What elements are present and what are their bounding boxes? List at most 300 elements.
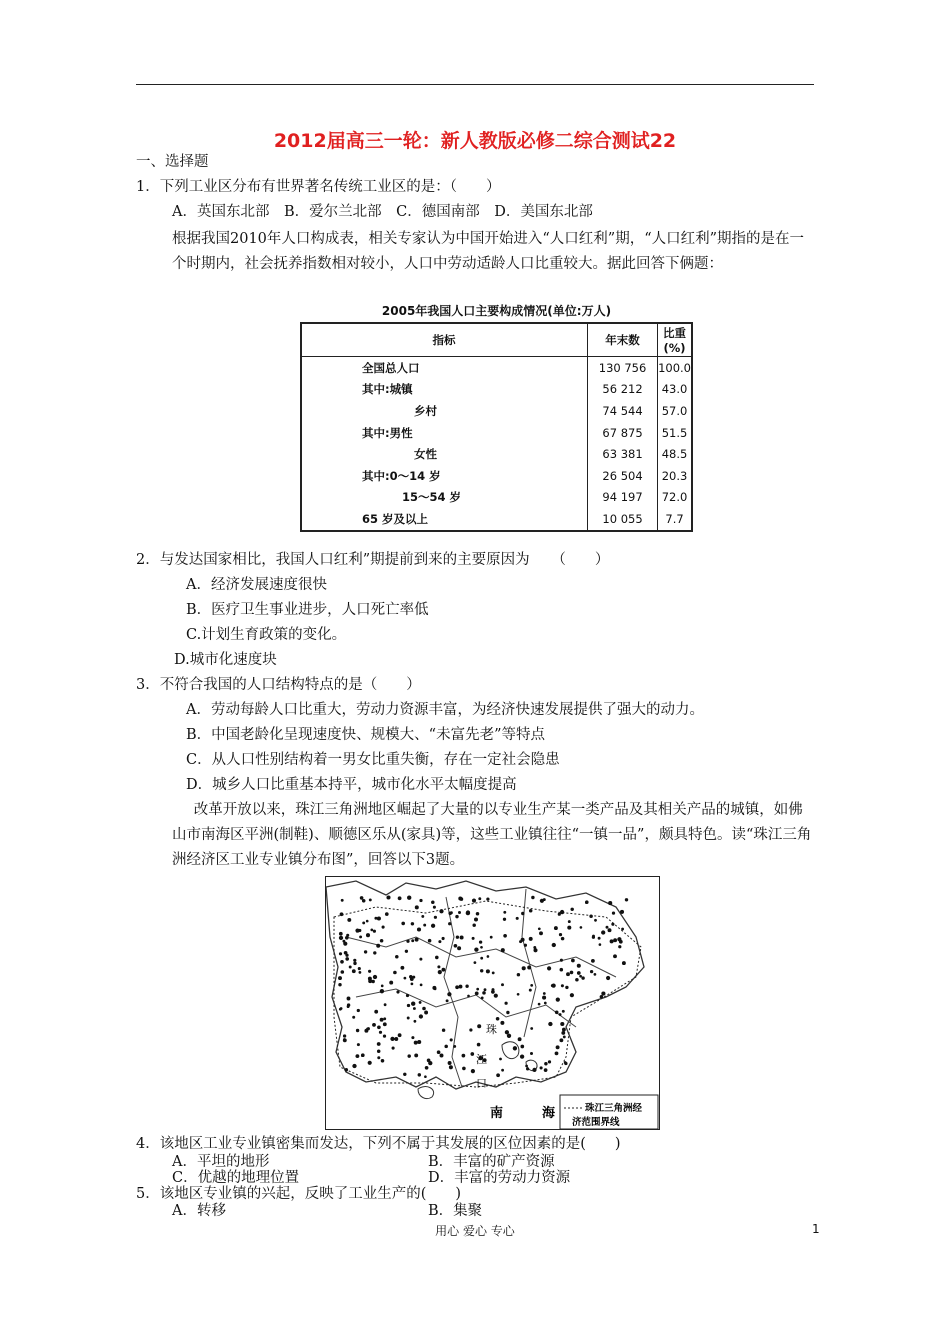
town-dot <box>612 911 615 914</box>
town-dot <box>562 1010 565 1013</box>
town-dot <box>403 1073 406 1076</box>
town-dot <box>501 1069 504 1072</box>
town-dot <box>400 966 404 970</box>
town-dot <box>340 912 344 916</box>
town-dot <box>577 971 581 975</box>
town-dot <box>482 991 486 995</box>
town-dot <box>532 1068 536 1072</box>
town-dot <box>530 984 533 987</box>
town-dot <box>571 959 575 963</box>
town-dot <box>486 969 490 973</box>
town-dot <box>590 970 593 973</box>
town-dot <box>479 940 482 943</box>
table-cell: 130 756 <box>588 357 658 379</box>
town-dot <box>533 948 537 952</box>
town-dot <box>562 1028 566 1032</box>
town-dot <box>424 1011 428 1015</box>
intro-paragraph-1: 根据我国2010年人口构成表，相关专家认为中国开始进入“人口红利”期，“人口红利”期指的是在一个时期内，社会抚养指数相对较小，人口中劳动适龄人口比重较大。据此回答下俩题： <box>172 231 805 272</box>
town-dot <box>380 939 384 943</box>
page-number: 1 <box>812 1222 820 1236</box>
town-dot <box>437 965 440 968</box>
town-dot <box>480 946 483 949</box>
town-dot <box>385 912 389 916</box>
table-row <box>301 487 692 509</box>
town-dot <box>481 997 484 1000</box>
town-dot <box>411 983 414 986</box>
town-dot <box>355 929 359 933</box>
town-dot <box>374 1010 378 1014</box>
town-dot <box>538 1003 541 1006</box>
question-3-option-a: A．劳动每龄人口比重大，劳动力资源丰富，为经济快速发展提供了强大的动力。 <box>186 702 704 718</box>
table-cell: 10 055 <box>588 508 658 531</box>
table-cell: 7.7 <box>665 511 684 526</box>
town-dot <box>407 896 411 900</box>
town-dot <box>611 923 614 926</box>
town-dot <box>369 898 372 901</box>
town-dot <box>568 920 571 923</box>
town-dot <box>433 906 436 909</box>
town-dot <box>449 1065 453 1069</box>
town-dot <box>415 905 419 909</box>
town-dot <box>503 911 506 914</box>
town-dot <box>368 970 371 973</box>
town-dot <box>352 969 356 973</box>
island <box>502 1042 519 1059</box>
town-dot <box>608 901 612 905</box>
town-dot <box>555 1011 559 1015</box>
town-dot <box>492 988 495 991</box>
town-dot <box>440 1054 444 1058</box>
town-dot <box>560 968 564 972</box>
town-dot <box>450 1038 453 1041</box>
town-dot <box>530 1052 533 1055</box>
town-dot <box>390 1037 394 1041</box>
town-dot <box>395 955 399 959</box>
town-dot <box>621 928 624 931</box>
town-dot <box>599 943 602 946</box>
town-dot <box>462 1054 466 1058</box>
admin-boundary <box>356 989 576 1027</box>
town-dot <box>428 1061 432 1065</box>
town-dot <box>610 939 614 943</box>
town-dot <box>570 971 574 975</box>
town-dot <box>398 896 402 900</box>
town-dot <box>338 976 342 980</box>
town-dot <box>377 1049 381 1053</box>
town-dot <box>460 897 464 901</box>
town-dot <box>368 979 372 983</box>
town-dot <box>471 1069 475 1073</box>
question-4-option-d: D．丰富的劳动力资源 <box>428 1170 571 1186</box>
town-dot <box>618 945 621 948</box>
town-dot <box>492 971 495 974</box>
river-label-3: 口 <box>476 1077 487 1090</box>
town-dot <box>531 896 534 899</box>
question-5-stem: 5．该地区专业镇的兴起，反映了工业生产的( ) <box>136 1186 462 1202</box>
town-dot <box>606 976 610 980</box>
town-dot <box>520 1045 524 1049</box>
town-dot <box>381 985 384 988</box>
town-dot <box>448 1061 452 1065</box>
town-dot <box>339 936 343 940</box>
town-dot <box>516 917 519 920</box>
town-dot <box>383 1034 386 1037</box>
town-dot <box>373 975 377 979</box>
town-dot <box>539 931 543 935</box>
town-dot <box>530 1027 533 1030</box>
table-cell: 67 875 <box>588 422 658 444</box>
table-cell: 74 544 <box>588 400 658 422</box>
town-dot <box>343 942 347 946</box>
town-dot <box>414 1053 418 1057</box>
town-dot <box>411 922 414 925</box>
table-cell: 94 197 <box>588 487 658 509</box>
town-dot <box>526 1067 529 1070</box>
town-dot <box>480 969 483 972</box>
town-dot <box>559 1038 563 1042</box>
table-cell: 65 岁及以上 <box>301 508 588 531</box>
town-dot <box>559 933 562 936</box>
town-dot <box>570 993 574 997</box>
town-dot <box>434 988 437 991</box>
town-dot <box>538 927 541 930</box>
town-dot <box>496 1017 500 1021</box>
town-dot <box>377 916 381 920</box>
town-dot <box>601 930 605 934</box>
legend-line-2: 济范围界线 <box>572 1117 620 1128</box>
town-dot <box>513 1046 517 1050</box>
sea-label-2: 海 <box>542 1106 556 1121</box>
river-label-1: 珠 <box>486 1023 497 1036</box>
question-5-option-b: B．集聚 <box>428 1203 483 1219</box>
question-2-option-b: B．医疗卫生事业进步，人口死亡率低 <box>186 602 429 618</box>
town-dot <box>373 930 376 933</box>
town-dot <box>505 1030 509 1034</box>
town-dot <box>524 944 527 947</box>
town-dot <box>474 917 478 921</box>
town-dot <box>501 983 504 986</box>
town-dot <box>447 992 451 996</box>
town-dot <box>438 970 442 974</box>
town-dot <box>453 1045 456 1048</box>
town-dot <box>540 899 544 903</box>
town-dot <box>567 926 571 930</box>
question-4-option-c: C．优越的地理位置 <box>172 1170 300 1186</box>
table-cell: 51.5 <box>661 425 688 440</box>
town-dot <box>444 1045 448 1049</box>
town-dot <box>346 934 349 937</box>
town-dot <box>362 921 365 924</box>
town-dot <box>422 1007 426 1011</box>
town-dot <box>362 899 366 903</box>
town-dot <box>404 977 407 980</box>
town-dot <box>410 977 414 981</box>
table-cell: 15～54 岁 <box>301 487 588 509</box>
town-dot <box>339 952 342 955</box>
town-dot <box>364 1029 368 1033</box>
town-dot <box>620 910 624 914</box>
town-dot <box>406 994 409 997</box>
table-header-indicator: 指标 <box>301 323 588 357</box>
town-dot <box>415 938 419 942</box>
header-rule <box>136 84 814 85</box>
town-dot <box>474 947 478 951</box>
town-dot <box>518 1037 522 1041</box>
town-dot <box>554 926 558 930</box>
town-dot <box>480 957 483 960</box>
town-dot <box>360 896 364 900</box>
economic-zone-boundary <box>334 901 641 1087</box>
town-dot <box>340 1007 343 1010</box>
table-row <box>301 422 692 444</box>
question-3-option-d: D．城乡人口比重基本持平，城市化水平太幅度提高 <box>186 777 517 793</box>
town-dot <box>560 1022 564 1026</box>
town-dot <box>560 959 563 962</box>
town-dot <box>503 918 506 921</box>
town-dot <box>619 940 623 944</box>
town-dot <box>487 955 490 958</box>
town-dot <box>424 1075 427 1078</box>
town-dot <box>622 961 626 965</box>
town-dot <box>419 1014 423 1018</box>
town-dot <box>434 916 437 919</box>
town-dot <box>442 968 446 972</box>
table-cell: 其中:0～14 岁 <box>301 465 588 487</box>
admin-boundary <box>444 897 462 1087</box>
town-dot <box>398 1033 402 1037</box>
town-dot <box>581 976 584 979</box>
town-dot <box>374 917 377 920</box>
town-dot <box>419 1001 422 1004</box>
town-dot <box>341 899 344 902</box>
town-dot <box>361 1054 364 1057</box>
town-dot <box>506 1011 509 1014</box>
town-dot <box>517 993 520 996</box>
town-dot <box>359 971 362 974</box>
town-dot <box>577 964 581 968</box>
table-cell: 72.0 <box>661 490 688 505</box>
table-row <box>301 400 692 422</box>
table-row <box>301 465 692 487</box>
town-dot <box>442 937 445 940</box>
town-dot <box>494 994 498 998</box>
town-dot <box>421 915 424 918</box>
table-cell: 其中:城镇 <box>301 379 588 401</box>
sea-label-1: 南 <box>490 1106 504 1121</box>
town-dot <box>448 912 452 916</box>
town-dot <box>521 938 525 942</box>
town-dot <box>370 929 373 932</box>
town-dot <box>543 992 546 995</box>
town-dot <box>419 899 422 902</box>
town-dot <box>356 1029 359 1032</box>
town-dot <box>504 1002 507 1005</box>
town-dot <box>396 990 399 993</box>
table-cell: 57.0 <box>661 403 688 418</box>
town-dot <box>548 1022 552 1026</box>
town-dot <box>478 897 481 900</box>
town-dot <box>352 1064 356 1068</box>
town-dot <box>460 936 464 940</box>
town-dot <box>366 920 369 923</box>
town-dot <box>406 940 409 943</box>
town-dot <box>477 1043 481 1047</box>
question-4-option-a: A．平坦的地形 <box>172 1154 270 1170</box>
town-dot <box>431 900 435 904</box>
town-dot <box>379 1031 382 1034</box>
town-dot <box>376 944 380 948</box>
town-dot <box>517 973 520 976</box>
river-label-2: 江 <box>476 1053 487 1066</box>
town-dot <box>347 918 351 922</box>
table-cell: 56 212 <box>588 379 658 401</box>
town-dot <box>377 1025 381 1029</box>
pearl-river-delta-map <box>325 876 660 1130</box>
population-data-table <box>300 322 693 532</box>
town-dot <box>467 995 470 998</box>
town-dot <box>377 1042 381 1046</box>
town-dot <box>472 937 475 940</box>
town-dot <box>357 1043 360 1046</box>
question-5-option-a: A．转移 <box>172 1203 226 1219</box>
town-dot <box>407 1004 410 1007</box>
town-dot <box>420 984 423 987</box>
town-dot <box>575 978 579 982</box>
town-dot <box>419 958 422 961</box>
town-dot <box>358 967 361 970</box>
town-dots <box>338 895 628 1078</box>
town-dot <box>551 983 555 987</box>
question-2-stem: 2．与发达国家相比，我国人口红利”期提前到来的主要原因为 （ ） <box>136 552 610 568</box>
town-dot <box>347 1005 350 1008</box>
map-drawing <box>326 877 659 1129</box>
town-dot <box>339 932 343 936</box>
town-dot <box>561 984 564 987</box>
town-dot <box>439 909 443 913</box>
town-dot <box>580 926 583 929</box>
town-dot <box>570 908 573 911</box>
town-dot <box>341 970 345 974</box>
town-dot <box>355 1054 359 1058</box>
town-dot <box>527 966 531 970</box>
town-dot <box>555 1052 559 1056</box>
town-dot <box>594 919 597 922</box>
town-dot <box>548 1060 551 1063</box>
town-dot <box>525 1065 528 1068</box>
town-dot <box>423 924 426 927</box>
town-dot <box>472 899 476 903</box>
town-dot <box>413 1007 416 1010</box>
town-dot <box>462 1067 466 1071</box>
table-header-count: 年末数 <box>588 323 658 357</box>
town-dot <box>529 909 533 913</box>
town-dot <box>459 985 463 989</box>
town-dot <box>472 923 475 926</box>
question-3-option-c: C．从人口性别结构着一男女比重失衡，存在一定社会隐患 <box>186 752 560 768</box>
town-dot <box>500 1021 504 1025</box>
town-dot <box>466 910 470 914</box>
town-dot <box>366 933 370 937</box>
town-dot <box>425 1066 429 1070</box>
town-dot <box>589 915 593 919</box>
town-dot <box>477 1024 481 1028</box>
town-dot <box>386 895 390 899</box>
town-dot <box>407 1054 410 1057</box>
table-row <box>301 379 692 401</box>
town-dot <box>520 1054 524 1058</box>
town-dot <box>446 999 449 1002</box>
town-dot <box>566 972 570 976</box>
town-dot <box>556 997 560 1001</box>
question-2-option-d: D.城市化速度块 <box>174 652 277 668</box>
town-dot <box>476 988 479 991</box>
town-dot <box>552 943 556 947</box>
town-dot <box>564 1061 567 1064</box>
town-dot <box>377 1056 380 1059</box>
town-dot <box>455 915 458 918</box>
town-dot <box>338 983 341 986</box>
town-dot <box>414 1020 417 1023</box>
table-cell: 100.0 <box>658 360 691 375</box>
table-cell: 43.0 <box>661 382 688 397</box>
section-heading: 一、选择题 <box>136 154 209 170</box>
question-1-options: A．英国东北部 B．爱尔兰北部 C．德国南部 D．美国东北部 <box>172 204 593 220</box>
town-dot <box>435 956 439 960</box>
town-dot <box>454 944 458 948</box>
table-cell: 全国总人口 <box>301 357 588 379</box>
town-dot <box>606 926 609 929</box>
town-dot <box>380 989 384 993</box>
town-dot <box>486 897 489 900</box>
town-dot <box>561 1031 565 1035</box>
town-dot <box>585 901 588 904</box>
town-dot <box>343 1034 346 1037</box>
legend-line-1: 珠江三角洲经 <box>585 1103 643 1114</box>
town-dot <box>484 988 487 991</box>
town-dot <box>540 1066 543 1069</box>
town-dot <box>565 986 568 989</box>
town-dot <box>411 939 414 942</box>
town-dot <box>457 946 461 950</box>
town-dot <box>591 959 595 963</box>
town-dot <box>349 966 352 969</box>
town-dot <box>469 1028 472 1031</box>
table-cell: 48.5 <box>661 447 688 462</box>
town-dot <box>392 1047 395 1050</box>
town-dot <box>470 1052 474 1056</box>
town-dot <box>345 957 349 961</box>
table-caption: 2005年我国人口主要构成情况(单位:万人) <box>381 304 612 318</box>
town-dot <box>544 1068 548 1072</box>
town-dot <box>625 898 628 901</box>
town-dot <box>417 1040 421 1044</box>
town-dot <box>579 975 582 978</box>
town-dot <box>503 934 507 938</box>
town-dot <box>613 938 617 942</box>
town-dot <box>437 1050 441 1054</box>
town-dot <box>340 960 344 964</box>
table-row <box>301 508 692 531</box>
town-dot <box>380 1018 384 1022</box>
town-dot <box>344 951 348 955</box>
town-dot <box>544 1062 547 1065</box>
town-dot <box>394 1037 398 1041</box>
town-dot <box>438 940 441 943</box>
town-dot <box>592 936 595 939</box>
town-dot <box>458 911 461 914</box>
question-2-option-a: A．经济发展速度很快 <box>186 577 327 593</box>
town-dot <box>490 936 493 939</box>
